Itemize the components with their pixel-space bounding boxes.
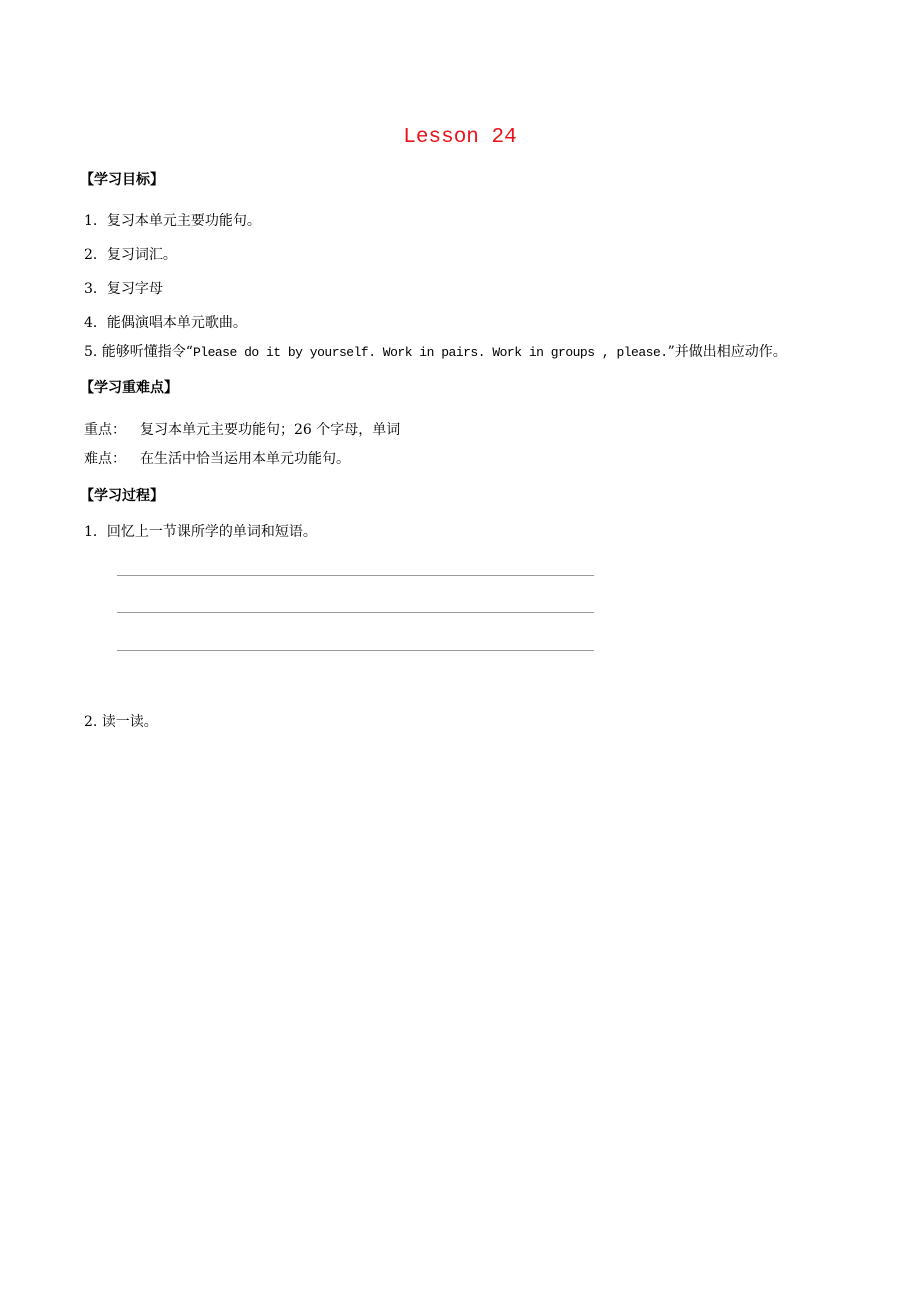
difficult-point-label: 难点： [84,451,126,467]
document-title: Lesson 24 [403,126,517,149]
answer-line [117,575,594,576]
objective-item-5 [84,343,787,362]
objective-item-5-prefix: 5. 能够听懂指令“ [84,344,193,360]
process-step-1: 1．回忆上一节课所学的单词和短语。 [84,524,317,540]
section-heading-process: 【学习过程】 [80,488,164,504]
section-heading-objectives: 【学习目标】 [80,172,164,188]
objective-item: 1．复习本单元主要功能句。 [84,213,261,229]
objective-item-5-english: Please do it by yourself. Work in pairs. Work in groups , please. [192,345,668,360]
key-point-label: 重点： [84,422,126,438]
difficult-point-text: 在生活中恰当运用本单元功能句。 [140,451,350,467]
objective-item: 2．复习词汇。 [84,247,177,263]
answer-line [117,650,594,651]
objective-item: 4．能偶演唱本单元歌曲。 [84,315,247,331]
process-step-2: 2. 读一读。 [84,714,158,730]
section-heading-key-points: 【学习重难点】 [80,380,178,396]
key-point-text: 复习本单元主要功能句；26 个字母，单词 [140,422,401,438]
answer-line [117,612,594,613]
objective-item: 3．复习字母 [84,281,163,297]
key-point [84,421,400,439]
difficult-point [84,450,350,468]
objective-item-5-suffix: ”并做出相应动作。 [667,344,787,360]
